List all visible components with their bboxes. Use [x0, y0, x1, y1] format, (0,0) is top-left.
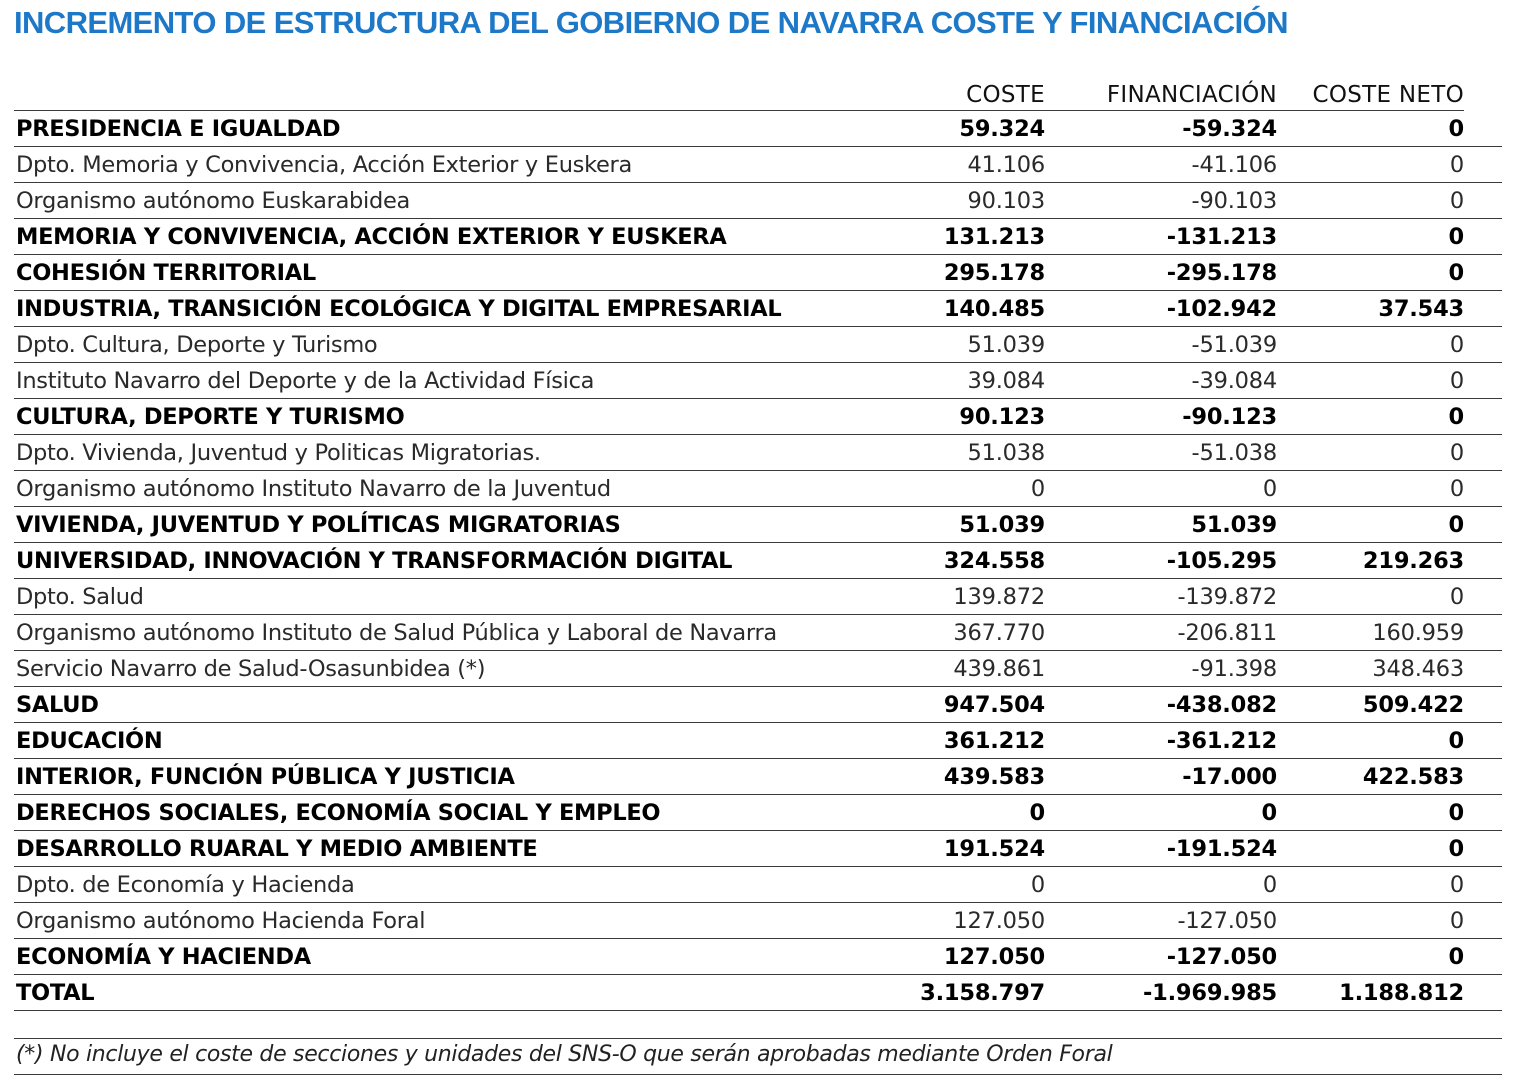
- financiacion-cell: -90.123: [1045, 399, 1277, 435]
- row-spacer: [1464, 939, 1502, 975]
- total-row: [14, 975, 1502, 1011]
- coste-neto-cell: 0: [1277, 183, 1464, 219]
- row-label: Dpto. de Economía y Hacienda: [14, 867, 862, 903]
- table-row: [14, 327, 1502, 363]
- coste-cell: 0: [862, 795, 1045, 831]
- table-row: [14, 507, 1502, 543]
- coste-neto-cell: 0: [1277, 723, 1464, 759]
- row-spacer: [1464, 795, 1502, 831]
- financiacion-cell: -131.213: [1045, 219, 1277, 255]
- financiacion-cell: -361.212: [1045, 723, 1277, 759]
- financiacion-cell: -102.942: [1045, 291, 1277, 327]
- table-row: [14, 435, 1502, 471]
- table-body: [14, 111, 1502, 1011]
- coste-neto-cell: 0: [1277, 147, 1464, 183]
- coste-cell: 39.084: [862, 363, 1045, 399]
- financiacion-cell: -91.398: [1045, 651, 1277, 687]
- row-spacer: [1464, 579, 1502, 615]
- row-spacer: [1464, 399, 1502, 435]
- row-label: Servicio Navarro de Salud-Osasunbidea (*): [14, 651, 862, 687]
- row-label: Instituto Navarro del Deporte y de la Actividad Física: [14, 363, 862, 399]
- coste-cell: 90.123: [862, 399, 1045, 435]
- coste-neto-cell: 422.583: [1277, 759, 1464, 795]
- row-label: ECONOMÍA Y HACIENDA: [14, 939, 862, 975]
- row-label: Organismo autónomo Instituto Navarro de la Juventud: [14, 471, 862, 507]
- table-row: [14, 759, 1502, 795]
- column-header-coste: COSTE: [862, 74, 1045, 111]
- row-spacer: [1464, 219, 1502, 255]
- coste-cell: 127.050: [862, 903, 1045, 939]
- coste-cell: 361.212: [862, 723, 1045, 759]
- table-row: [14, 795, 1502, 831]
- row-spacer: [1464, 435, 1502, 471]
- coste-cell: 191.524: [862, 831, 1045, 867]
- financiacion-cell: -51.039: [1045, 327, 1277, 363]
- row-label: VIVIENDA, JUVENTUD Y POLÍTICAS MIGRATORIAS: [14, 507, 862, 543]
- column-header-financiacion: FINANCIACIÓN: [1045, 74, 1277, 111]
- row-spacer: [1464, 975, 1502, 1011]
- coste-cell: 0: [862, 867, 1045, 903]
- financiacion-cell: 0: [1045, 471, 1277, 507]
- financiacion-cell: -39.084: [1045, 363, 1277, 399]
- row-spacer: [1464, 471, 1502, 507]
- financiacion-cell: -127.050: [1045, 939, 1277, 975]
- row-label: Dpto. Vivienda, Juventud y Politicas Migratorias.: [14, 435, 862, 471]
- table-row: [14, 399, 1502, 435]
- financiacion-cell: 51.039: [1045, 507, 1277, 543]
- row-label: Organismo autónomo Instituto de Salud Pública y Laboral de Navarra: [14, 615, 862, 651]
- coste-neto-cell: 1.188.812: [1277, 975, 1464, 1011]
- coste-neto-cell: 0: [1277, 363, 1464, 399]
- financiacion-cell: -191.524: [1045, 831, 1277, 867]
- row-label: SALUD: [14, 687, 862, 723]
- footnote: (*) No incluye el coste de secciones y unidades del SNS-O que serán aprobadas mediante Orden Foral: [16, 1042, 1113, 1067]
- row-spacer: [1464, 615, 1502, 651]
- row-spacer: [1464, 147, 1502, 183]
- coste-cell: 41.106: [862, 147, 1045, 183]
- row-spacer: [1464, 651, 1502, 687]
- table-row: [14, 831, 1502, 867]
- coste-neto-cell: 0: [1277, 219, 1464, 255]
- coste-cell: 51.039: [862, 327, 1045, 363]
- row-label: Organismo autónomo Hacienda Foral: [14, 903, 862, 939]
- table-row: [14, 687, 1502, 723]
- row-spacer: [1464, 291, 1502, 327]
- financiacion-cell: -59.324: [1045, 111, 1277, 147]
- data-table: [14, 74, 1502, 1011]
- coste-neto-cell: 0: [1277, 795, 1464, 831]
- coste-cell: 324.558: [862, 543, 1045, 579]
- coste-neto-cell: 0: [1277, 579, 1464, 615]
- coste-cell: 51.038: [862, 435, 1045, 471]
- financiacion-cell: -438.082: [1045, 687, 1277, 723]
- financiacion-cell: -51.038: [1045, 435, 1277, 471]
- coste-neto-cell: 160.959: [1277, 615, 1464, 651]
- table-row: [14, 867, 1502, 903]
- coste-cell: 90.103: [862, 183, 1045, 219]
- row-label: UNIVERSIDAD, INNOVACIÓN Y TRANSFORMACIÓN DIGITAL: [14, 543, 862, 579]
- table-row: [14, 903, 1502, 939]
- financiacion-cell: 0: [1045, 795, 1277, 831]
- coste-neto-cell: 0: [1277, 327, 1464, 363]
- row-label: EDUCACIÓN: [14, 723, 862, 759]
- row-spacer: [1464, 687, 1502, 723]
- financiacion-cell: -90.103: [1045, 183, 1277, 219]
- table-row: [14, 615, 1502, 651]
- table-row: [14, 147, 1502, 183]
- financiacion-cell: 0: [1045, 867, 1277, 903]
- coste-cell: 51.039: [862, 507, 1045, 543]
- row-spacer: [1464, 507, 1502, 543]
- coste-cell: 367.770: [862, 615, 1045, 651]
- coste-neto-cell: 0: [1277, 255, 1464, 291]
- coste-neto-cell: 0: [1277, 831, 1464, 867]
- row-spacer: [1464, 363, 1502, 399]
- row-spacer: [1464, 759, 1502, 795]
- column-header-coste-neto: COSTE NETO: [1277, 74, 1464, 111]
- table-row: [14, 111, 1502, 147]
- table-row: [14, 183, 1502, 219]
- footnote-rule-top: [14, 1038, 1502, 1039]
- coste-cell: 439.861: [862, 651, 1045, 687]
- coste-cell: 3.158.797: [862, 975, 1045, 1011]
- row-spacer: [1464, 723, 1502, 759]
- financiacion-cell: -127.050: [1045, 903, 1277, 939]
- coste-cell: 140.485: [862, 291, 1045, 327]
- coste-cell: 0: [862, 471, 1045, 507]
- row-label: Dpto. Cultura, Deporte y Turismo: [14, 327, 862, 363]
- coste-neto-cell: 0: [1277, 399, 1464, 435]
- header-row: [14, 74, 1502, 111]
- row-label: MEMORIA Y CONVIVENCIA, ACCIÓN EXTERIOR Y EUSKERA: [14, 219, 862, 255]
- row-label: DERECHOS SOCIALES, ECONOMÍA SOCIAL Y EMPLEO: [14, 795, 862, 831]
- row-label: CULTURA, DEPORTE Y TURISMO: [14, 399, 862, 435]
- table-row: [14, 471, 1502, 507]
- coste-cell: 439.583: [862, 759, 1045, 795]
- table-row: [14, 651, 1502, 687]
- table-row: [14, 939, 1502, 975]
- coste-neto-cell: 509.422: [1277, 687, 1464, 723]
- coste-neto-cell: 0: [1277, 867, 1464, 903]
- row-label: Dpto. Memoria y Convivencia, Acción Exterior y Euskera: [14, 147, 862, 183]
- footnote-rule-bottom: [14, 1074, 1502, 1075]
- row-label: Dpto. Salud: [14, 579, 862, 615]
- financiacion-cell: -17.000: [1045, 759, 1277, 795]
- row-spacer: [1464, 255, 1502, 291]
- table-row: [14, 219, 1502, 255]
- financiacion-cell: -295.178: [1045, 255, 1277, 291]
- coste-neto-cell: 348.463: [1277, 651, 1464, 687]
- table-row: [14, 543, 1502, 579]
- coste-neto-cell: 37.543: [1277, 291, 1464, 327]
- row-spacer: [1464, 111, 1502, 147]
- table-row: [14, 291, 1502, 327]
- page-title: INCREMENTO DE ESTRUCTURA DEL GOBIERNO DE NAVARRA COSTE Y FINANCIACIÓN: [14, 5, 1288, 40]
- row-spacer: [1464, 183, 1502, 219]
- coste-cell: 59.324: [862, 111, 1045, 147]
- row-label: Organismo autónomo Euskarabidea: [14, 183, 862, 219]
- coste-neto-cell: 0: [1277, 903, 1464, 939]
- row-spacer: [1464, 327, 1502, 363]
- coste-cell: 295.178: [862, 255, 1045, 291]
- coste-neto-cell: 0: [1277, 471, 1464, 507]
- row-spacer: [1464, 867, 1502, 903]
- financiacion-cell: -1.969.985: [1045, 975, 1277, 1011]
- row-label: TOTAL: [14, 975, 862, 1011]
- row-label: PRESIDENCIA E IGUALDAD: [14, 111, 862, 147]
- row-spacer: [1464, 831, 1502, 867]
- coste-cell: 947.504: [862, 687, 1045, 723]
- cost-table: [14, 74, 1502, 1011]
- table-row: [14, 363, 1502, 399]
- coste-neto-cell: 0: [1277, 507, 1464, 543]
- financiacion-cell: -41.106: [1045, 147, 1277, 183]
- coste-cell: 131.213: [862, 219, 1045, 255]
- row-label: COHESIÓN TERRITORIAL: [14, 255, 862, 291]
- table-row: [14, 255, 1502, 291]
- coste-neto-cell: 0: [1277, 111, 1464, 147]
- coste-neto-cell: 0: [1277, 435, 1464, 471]
- financiacion-cell: -105.295: [1045, 543, 1277, 579]
- row-spacer: [1464, 543, 1502, 579]
- coste-neto-cell: 219.263: [1277, 543, 1464, 579]
- row-spacer: [1464, 903, 1502, 939]
- coste-neto-cell: 0: [1277, 939, 1464, 975]
- row-label: INTERIOR, FUNCIÓN PÚBLICA Y JUSTICIA: [14, 759, 862, 795]
- header-label-cell: [14, 74, 862, 111]
- table-row: [14, 723, 1502, 759]
- financiacion-cell: -139.872: [1045, 579, 1277, 615]
- header-spacer: [1464, 74, 1502, 111]
- table-row: [14, 579, 1502, 615]
- financiacion-cell: -206.811: [1045, 615, 1277, 651]
- coste-cell: 139.872: [862, 579, 1045, 615]
- row-label: DESARROLLO RUARAL Y MEDIO AMBIENTE: [14, 831, 862, 867]
- coste-cell: 127.050: [862, 939, 1045, 975]
- row-label: INDUSTRIA, TRANSICIÓN ECOLÓGICA Y DIGITAL EMPRESARIAL: [14, 291, 862, 327]
